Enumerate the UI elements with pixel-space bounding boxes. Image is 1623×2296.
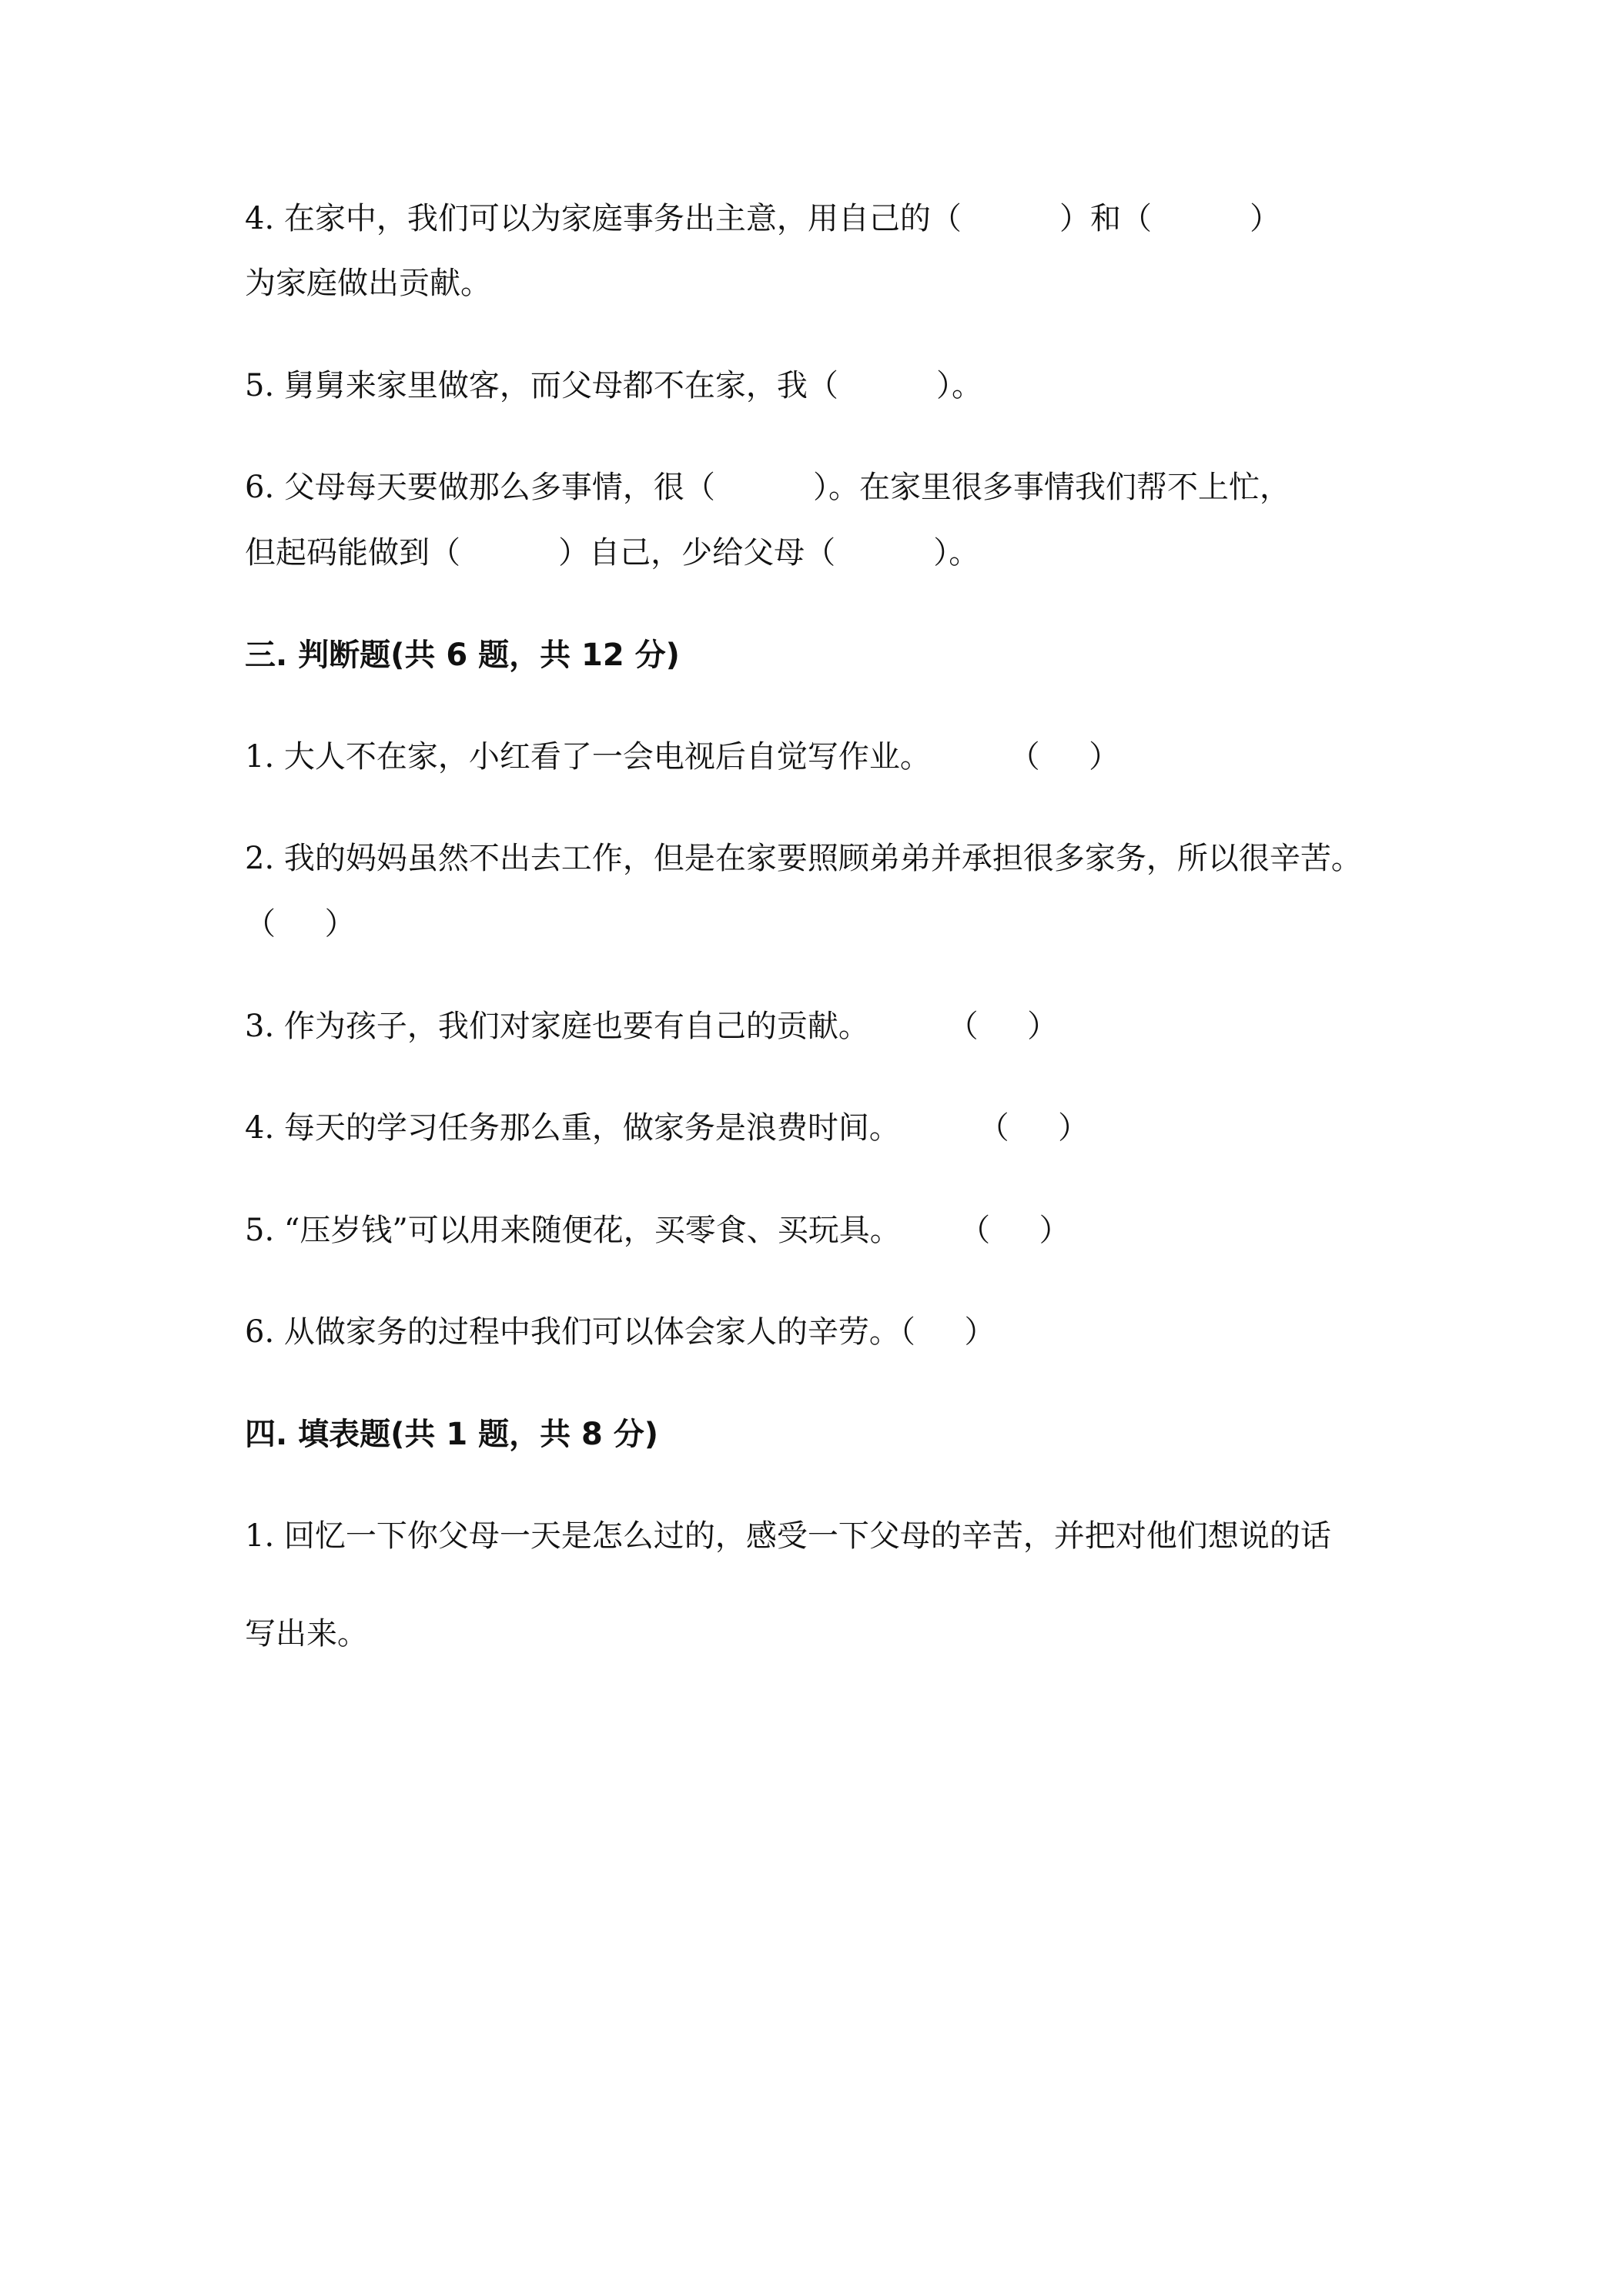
judge-question-4: 4. 每天的学习任务那么重，做家务是浪费时间。 （ ）: [245, 1110, 1089, 1146]
judge-question-2-line-2: （ ）: [245, 906, 356, 942]
fill-question-6-line-2: 但起码能做到（ ）自己，少给父母（ ）。: [245, 535, 980, 571]
section-heading-table-fill: 四. 填表题(共 1 题，共 8 分): [245, 1417, 659, 1452]
fill-question-4-line-2: 为家庭做出贡献。: [245, 266, 491, 301]
section-heading-judgement: 三. 判断题(共 6 题，共 12 分): [245, 638, 680, 673]
judge-question-5: 5. “压岁钱”可以用来随便花，买零食、买玩具。 （ ）: [245, 1213, 1070, 1248]
table-question-1-line-2: 写出来。: [245, 1616, 368, 1652]
fill-question-5: 5. 舅舅来家里做客，而父母都不在家，我（ ）。: [245, 368, 983, 403]
judge-question-6: 6. 从做家务的过程中我们可以体会家人的辛劳。（ ）: [245, 1314, 996, 1350]
judge-question-3: 3. 作为孩子，我们对家庭也要有自己的贡献。 （ ）: [245, 1009, 1059, 1044]
judge-question-2-line-1: 2. 我的妈妈虽然不出去工作，但是在家要照顾弟弟并承担很多家务，所以很辛苦。: [245, 841, 1362, 876]
judge-question-1: 1. 大人不在家，小红看了一会电视后自觉写作业。 （ ）: [245, 739, 1120, 775]
fill-question-4-line-1: 4. 在家中，我们可以为家庭事务出主意，用自己的（ ）和（ ）: [245, 201, 1281, 236]
table-question-1-line-1: 1. 回忆一下你父母一天是怎么过的，感受一下父母的辛苦，并把对他们想说的话: [245, 1518, 1331, 1554]
fill-question-6-line-1: 6. 父母每天要做那么多事情，很（ ）。在家里很多事情我们帮不上忙，: [245, 470, 1291, 505]
